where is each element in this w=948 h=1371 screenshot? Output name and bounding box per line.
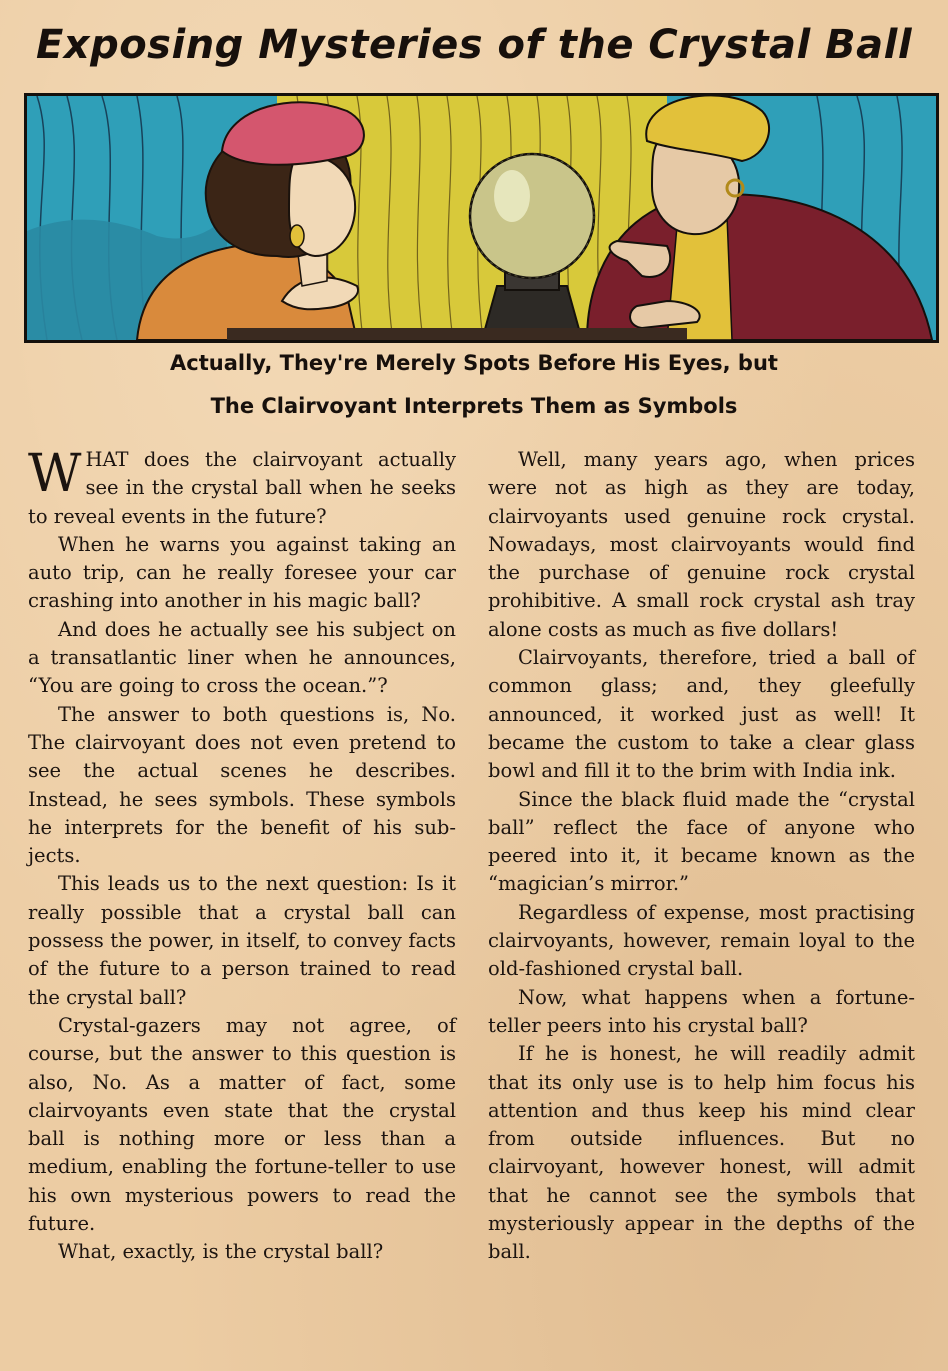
drop-cap: W xyxy=(28,444,82,504)
article-column-right xyxy=(488,446,915,1267)
article-paragraph: Crystal-gazers may not agree, of course, but the answer to this question is also, No. As a matter of fact, some clairvoyants even state that the crystal ball is nothing more or less than a medium, enabling the fortune-teller to use his own mysterious powers to read the future. xyxy=(28,1013,456,1236)
article-paragraph: Regardless of expense, most practising clairvoyants, however, remain loyal to the old-fashioned crystal ball. xyxy=(488,900,915,981)
article-paragraph: When he warns you against taking an auto trip, can he really foresee your car crashing into another in his magic ball? xyxy=(28,532,456,613)
caption-line-1: Actually, They're Merely Spots Before His Eyes, but xyxy=(170,351,778,375)
illustration-panel xyxy=(24,93,939,343)
article-paragraph: Clairvoyants, therefore, tried a ball of common glass; and, they gleefully announced, it worked just as well! It became the custom to take a clear glass bowl and fill it to the brim with India ink. xyxy=(488,646,915,783)
caption-line-2: The Clairvoyant Interprets Them as Symbols xyxy=(210,394,738,418)
article-paragraph: What, exactly, is the crystal ball? xyxy=(58,1240,384,1264)
article-paragraph: This leads us to the next question: Is it really possible that a crystal ball can possess the power, in itself, to convey facts of the future to a person trained to read the crystal ball? xyxy=(28,872,456,1009)
article-paragraph: If he is honest, he will readily admit that its only use is to help him focus his attention and thus keep his mind clear from outside influences. But no clairvoyant, however honest, will admit that he cannot see the symbols that mysteriously appear in the depths of the ball. xyxy=(488,1042,915,1264)
page-title: Exposing Mysteries of the Crystal Ball xyxy=(35,22,913,68)
article-paragraph: Well, many years ago, when prices were not as high as they are today, clairvoyants used genuine rock crystal. Nowadays, most clairvoyants would find the purchase of genuine rock crystal prohibitive. A small rock crystal ash tray alone costs as much as five dollars! xyxy=(488,448,915,641)
fortune-teller-illustration xyxy=(27,96,936,340)
article-column-left xyxy=(28,446,456,1267)
article-paragraph: And does he actually see his subject on a transatlantic liner when he announces, “You are going to cross the ocean.”? xyxy=(28,617,456,698)
article-paragraph: The answer to both questions is, No. The clairvoyant does not even pretend to see the actual scenes he describes. Instead, he sees symbols. These symbols he interprets for the benefit of his subjects. xyxy=(28,702,456,868)
article-paragraph xyxy=(28,446,456,531)
article-paragraph: Since the black fluid made the “crystal ball” reflect the face of anyone who peered into it, it became known as the “magician’s mirror.” xyxy=(488,787,915,896)
first-paragraph-text: HAT does the clairvoyant actually see in the crystal ball when he seeks to reveal events in the future? xyxy=(28,448,456,528)
crystal-ball-icon xyxy=(470,154,594,278)
article-paragraph: Now, what happens when a fortuneteller peers into his crystal ball? xyxy=(488,985,915,1037)
